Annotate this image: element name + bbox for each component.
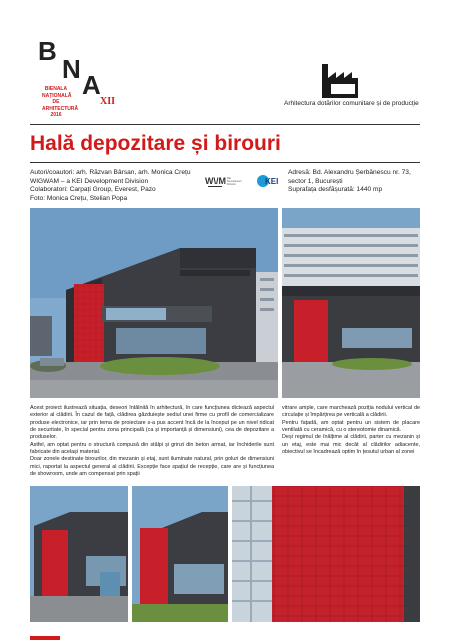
body-text-left <box>30 405 274 478</box>
body-text-right <box>282 405 420 456</box>
main-photo <box>30 208 278 398</box>
svg-text:Division: Division <box>227 183 236 186</box>
credit-line: Foto: Monica Crețu, Stelian Popa <box>30 194 128 202</box>
bottom-photo-1 <box>30 486 128 622</box>
paragraph: Doar zonele destinate birourilor, din mezanin și etaj, sunt iluminate natural, prin goluri de dimensiuni mici, raportat la aspectul general al clădirii. Excepție face spațiul de recepție, care are și funcțiunea de showroom, unde am compensat prin spații <box>30 456 274 478</box>
paragraph: Astfel, am optat pentru o structură compusă din stâlpi și grinzi din beton armat, iar închiderile sunt fabricate din același material. <box>30 441 274 456</box>
biennale-line: 2016 <box>50 112 62 118</box>
biennale-label <box>42 86 79 119</box>
credit-line: Colaboratori: Carpați Group, Everest, Pazo <box>30 186 156 194</box>
developer-logos <box>205 173 280 189</box>
logo-letter-n: N <box>62 54 81 84</box>
edition-label: XII <box>100 96 116 107</box>
project-credits <box>30 169 191 203</box>
factory-icon <box>322 64 358 98</box>
wigwam-logo: W\/M <box>205 176 226 186</box>
credit-line: WIGWAM – a KEI Development Division <box>30 177 149 185</box>
paragraph: Pentru fațadă, am optat pentru un sistem de placare ventilată cu ceramică, cu o stereotomie dinamică. <box>282 419 420 434</box>
logo-letter-a: A <box>82 70 101 100</box>
bottom-photo-2 <box>132 486 228 622</box>
svg-text:KEI: KEI <box>227 177 232 180</box>
detail-line: sector 1, București <box>288 177 343 185</box>
section-title: Arhitectura dotărilor comunitare și de producție <box>284 100 419 107</box>
detail-line: Suprafața desfășurată: 1440 mp <box>288 186 383 194</box>
logo-letter-b: B <box>38 36 57 66</box>
project-details <box>288 169 411 195</box>
paragraph: vitrare ample, care marchează poziția nodului vertical de circulație și împărțirea pe verticală a clădirii. <box>282 405 420 419</box>
bna-logo <box>38 36 116 126</box>
title-divider <box>30 162 420 163</box>
paragraph: Acest proiect ilustrează situația, deseori întâlnită în arhitectură, în care funcțiunea dictează aspectul exterior al clădirii. În cazul de față, clădirea găzduiește sediul unei firme cu profil de comercializare produse electronice, iar prin tema de proiectare s-a pus accent încă de la început pe un nivel ridicat de securitate, în special pentru zona principală (ca și importanță și dimensiuni), cea de depozitare a produselor. <box>30 405 274 441</box>
accent-bar <box>30 636 60 640</box>
kei-logo: KEI <box>265 177 279 186</box>
biennale-line: NAȚIONALĂ <box>42 92 72 99</box>
svg-text:Development: Development <box>227 180 242 183</box>
detail-line: Adresă: Bd. Alexandru Șerbănescu nr. 73, <box>288 169 411 176</box>
paragraph: Deși regimul de înălțime al clădirii, parter cu mezanin și un etaj, este mai mic decât al clădirilor adiacente, obiectivul se încadrează optim în țesutul urban al zonei <box>282 434 420 456</box>
project-title: Hală depozitare și birouri <box>30 132 281 155</box>
biennale-line: ARHITECTURĂ <box>42 105 79 112</box>
biennale-line: DE <box>52 99 60 105</box>
header-divider <box>30 124 420 125</box>
side-photo <box>282 208 420 398</box>
credit-line: Autori/coautori: arh. Răzvan Bârsan, arh. Monica Crețu <box>30 169 191 176</box>
biennale-line: BIENALA <box>44 86 68 92</box>
bottom-photo-3 <box>232 486 420 622</box>
